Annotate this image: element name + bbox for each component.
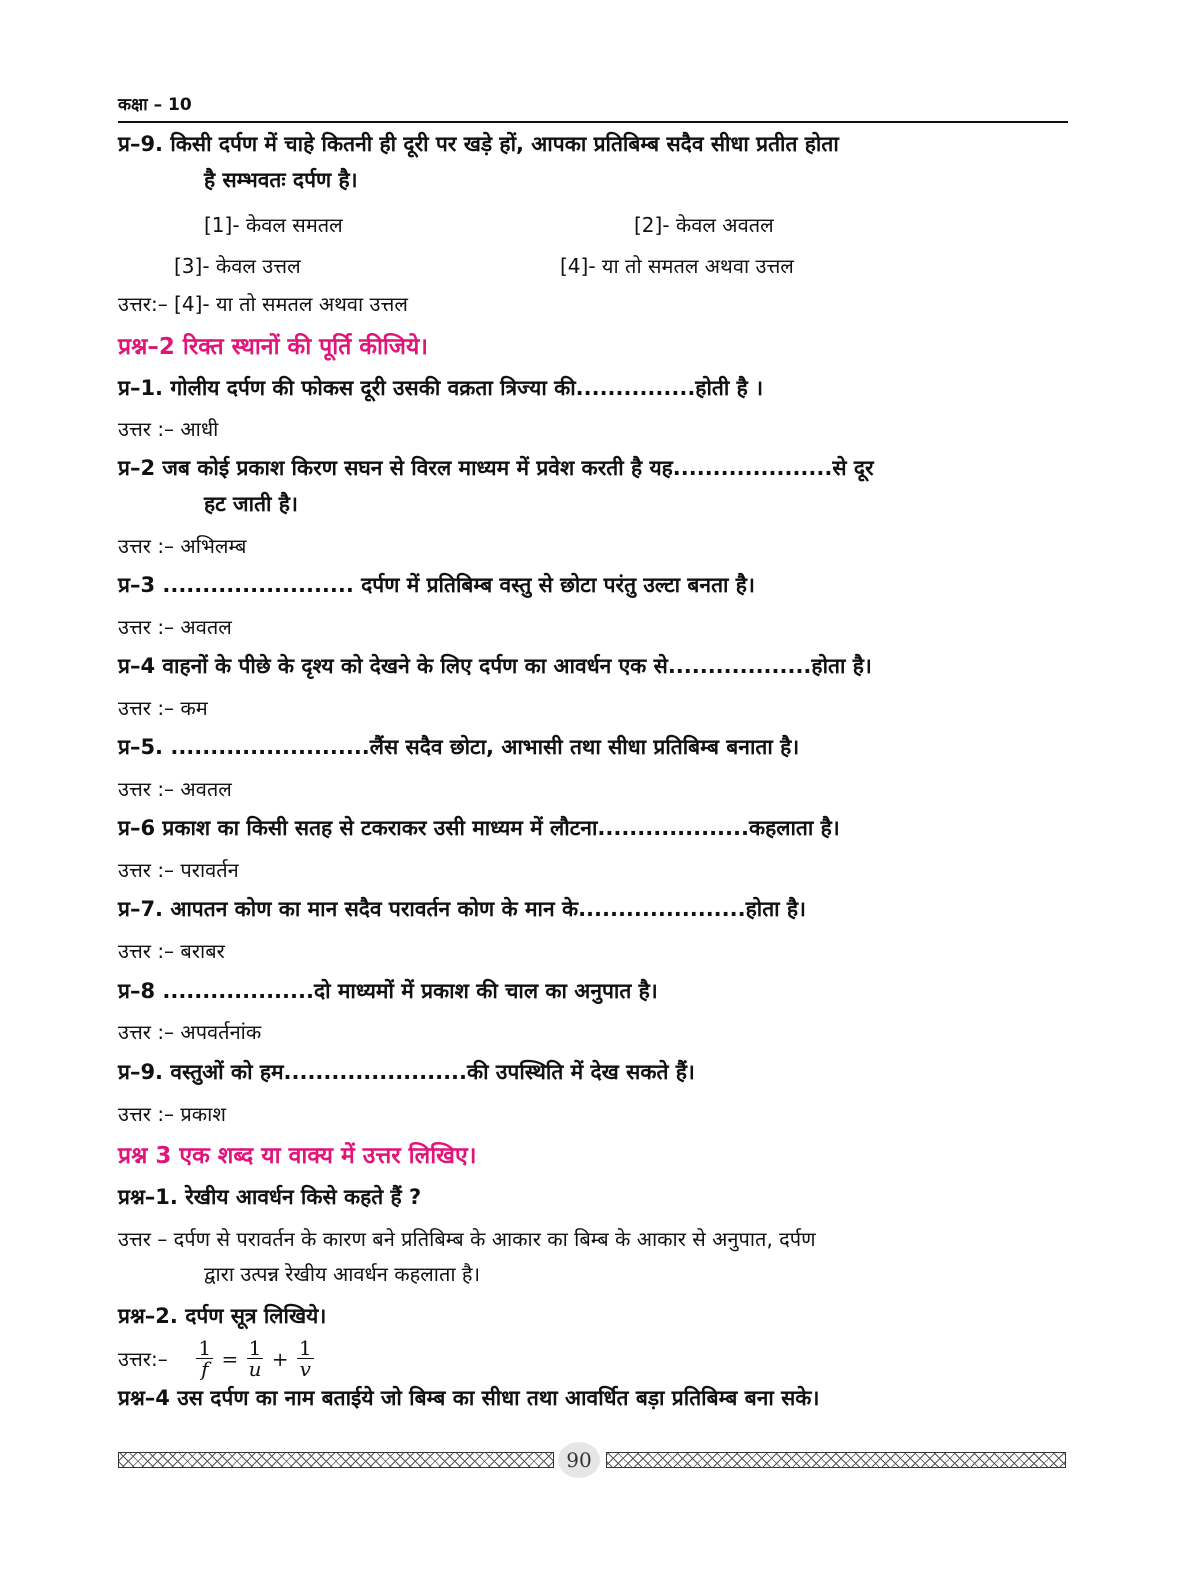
fill-answer-5: उत्तर :– अवतल [118, 777, 232, 801]
short-question-1: प्रश्न–1. रेखीय आवर्धन किसे कहते हैं ? [118, 1185, 422, 1209]
answer-label: उत्तर:– [118, 1346, 168, 1371]
option-4: [4]- या तो समतल अथवा उत्तल [560, 254, 794, 278]
question-9-line2: है सम्भवतः दर्पण है। [204, 168, 358, 192]
footer-border-right [606, 1452, 1066, 1468]
equals-sign: = [221, 1346, 239, 1371]
fill-question-9: प्र–9. वस्तुओं को हम.......................की उपस्थिति में देख सकते हैं। [118, 1060, 695, 1084]
short-answer-1-line1: उत्तर – दर्पण से परावर्तन के कारण बने प्रतिबिम्ब के आकार का बिम्ब के आकार से अनुपात, दर्पण [118, 1227, 816, 1251]
section-3-title: प्रश्न 3 एक शब्द या वाक्य में उत्तर लिखिए। [118, 1143, 477, 1169]
short-answer-1-line2: द्वारा उत्पन्न रेखीय आवर्धन कहलाता है। [204, 1262, 481, 1286]
fill-question-5: प्र–5. .........................लैंस सदैव छोटा, आभासी तथा सीधा प्रतिबिम्ब बनाता है। [118, 735, 800, 759]
fill-question-1: प्र–1. गोलीय दर्पण की फोकस दूरी उसकी वक्रता त्रिज्या की...............होती है । [118, 376, 764, 400]
header-rule [118, 121, 1068, 123]
option-3: [3]- केवल उत्तल [174, 254, 301, 278]
option-1: [1]- केवल समतल [204, 213, 343, 237]
plus-sign: + [271, 1346, 289, 1371]
fill-answer-7: उत्तर :– बराबर [118, 939, 225, 963]
fill-answer-9: उत्तर :– प्रकाश [118, 1102, 226, 1126]
fill-question-8: प्र–8 ...................दो माध्यमों में प्रकाश की चाल का अनुपात है। [118, 979, 658, 1003]
fill-question-2-line2: हट जाती है। [204, 492, 298, 516]
answer-9: उत्तर:– [4]- या तो समतल अथवा उत्तल [118, 292, 408, 316]
fraction-1-over-f: $\frac{1}{f}$ [198, 1336, 212, 1381]
fill-question-2: प्र–2 जब कोई प्रकाश किरण सघन से विरल माध्यम में प्रवेश करती है यह....................से दूर [118, 456, 874, 480]
fraction-1-over-u: $\frac{1}{u}$ [248, 1336, 262, 1381]
fill-question-4: प्र–4 वाहनों के पीछे के दृश्य को देखने के लिए दर्पण का आवर्धन एक से..................होता है। [118, 654, 872, 678]
fill-answer-3: उत्तर :– अवतल [118, 615, 232, 639]
fraction-1-over-v: $\frac{1}{v}$ [298, 1336, 312, 1381]
fill-answer-1: उत्तर :– आधी [118, 417, 219, 441]
section-2-title: प्रश्न–2 रिक्त स्थानों की पूर्ति कीजिये। [118, 334, 429, 360]
short-question-4: प्रश्न–4 उस दर्पण का नाम बताईये जो बिम्ब का सीधा तथा आवर्धित बड़ा प्रतिबिम्ब बना सके। [118, 1386, 820, 1410]
fill-answer-2: उत्तर :– अभिलम्ब [118, 534, 247, 558]
page-footer [118, 1442, 1068, 1478]
question-9-line1: प्र–9. किसी दर्पण में चाहे कितनी ही दूरी पर खड़े हों, आपका प्रतिबिम्ब सदैव सीधा प्रतीत होता [118, 132, 839, 156]
fill-answer-6: उत्तर :– परावर्तन [118, 858, 239, 882]
fill-question-3: प्र–3 ........................ दर्पण में प्रतिबिम्ब वस्तु से छोटा परंतु उल्टा बनता है। [118, 573, 755, 597]
option-2: [2]- केवल अवतल [634, 213, 774, 237]
fill-answer-4: उत्तर :– कम [118, 696, 208, 720]
short-question-2: प्रश्न–2. दर्पण सूत्र लिखिये। [118, 1304, 327, 1328]
fill-question-7: प्र–7. आपतन कोण का मान सदैव परावर्तन कोण के मान के.....................होता है। [118, 897, 807, 921]
page-number: 90 [558, 1442, 600, 1478]
footer-border-left [118, 1452, 554, 1468]
class-header: कक्षा – 10 [118, 95, 192, 115]
fill-answer-8: उत्तर :– अपवर्तनांक [118, 1020, 262, 1044]
fill-question-6: प्र–6 प्रकाश का किसी सतह से टकराकर उसी माध्यम में लौटना...................कहलाता है। [118, 816, 840, 840]
mirror-formula-answer [118, 1338, 1068, 1382]
